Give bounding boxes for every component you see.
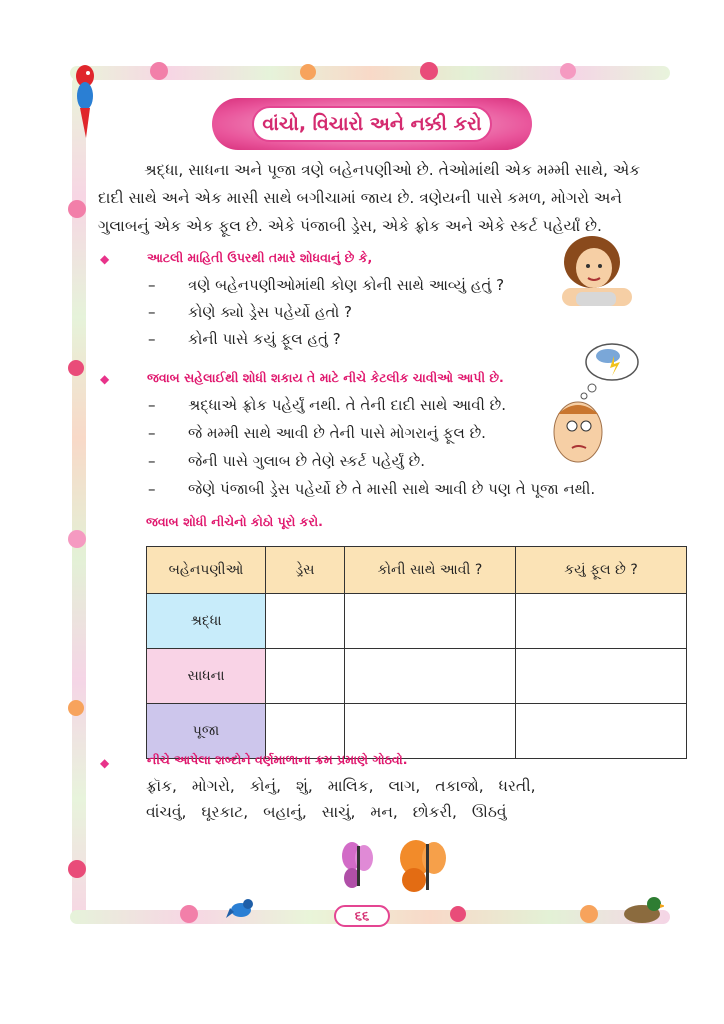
answer-table — [146, 546, 687, 759]
parrot-illustration — [72, 60, 98, 140]
section1-item-1: ત્રણે બહેનપણીઓમાંથી કોણ કોની સાથે આવ્યું હતું ? — [188, 276, 505, 294]
answer-cell[interactable] — [516, 594, 687, 649]
butterflies-illustration — [338, 836, 448, 896]
section2-heading: જવાબ સહેલાઈથી શોધી શકાય તે માટે નીચે કેટલીક ચાવીઓ આપી છે. — [147, 370, 504, 385]
dash-marker: – — [148, 330, 156, 348]
intro-line-3: ગુલાબનું એક એક ફૂલ છે. એકે પંજાબી ડ્રેસ, એકે ફ્રોક અને એકે સ્કર્ટ પહેર્યાં છે. — [98, 217, 602, 235]
title-banner — [212, 98, 532, 150]
word-list-line-2: વાંચવું, ઘૂરકાટ, બહાનું, સાચું, મન, છોકરી, ઊઠવું — [146, 803, 507, 821]
intro-line-1: શ્રદ્ધા, સાધના અને પૂજા ત્રણે બહેનપણીઓ છે. તેઓમાંથી એક મમ્મી સાથે, એક — [144, 161, 641, 179]
header-dress: ડ્રેસ — [266, 547, 345, 594]
bullet-diamond-icon: ◆ — [100, 756, 110, 770]
section2-item-3: જેની પાસે ગુલાબ છે તેણે સ્કર્ટ પહેર્યું છે. — [188, 452, 426, 470]
answer-cell[interactable] — [266, 594, 345, 649]
dash-marker: – — [148, 424, 156, 442]
section1-heading: આટલી માહિતી ઉપરથી તમારે શોધવાનું છે કે, — [147, 250, 373, 265]
row-name-pooja: પૂજા — [147, 704, 266, 759]
header-friends: બહેનપણીઓ — [147, 547, 266, 594]
page-number: ૬૬ — [334, 905, 390, 927]
answer-cell[interactable] — [516, 704, 687, 759]
header-flower: કયું ફૂલ છે ? — [516, 547, 687, 594]
thinking-girl-illustration — [548, 232, 640, 308]
dash-marker: – — [148, 276, 156, 294]
table-heading: જવાબ શોધી નીચેનો કોઠો પૂરો કરો. — [146, 514, 323, 529]
section2-item-4: જેણે પંજાબી ડ્રેસ પહેર્યો છે તે માસી સાથે આવી છે પણ તે પૂજા નથી. — [188, 480, 596, 498]
thinking-man-illustration — [548, 340, 648, 480]
dash-marker: – — [148, 303, 156, 321]
table-header-row — [147, 547, 687, 594]
section3-heading: નીચે આપેલા શબ્દોને વર્ણમાળાના ક્રમ પ્રમાણે ગોઠવો. — [147, 752, 408, 767]
answer-cell[interactable] — [345, 594, 516, 649]
blue-bird-illustration — [226, 894, 256, 924]
section2-item-1: શ્રદ્ધાએ ફ્રોક પહેર્યું નથી. તે તેની દાદી સાથે આવી છે. — [188, 396, 506, 414]
bullet-diamond-icon: ◆ — [100, 252, 110, 266]
row-name-shraddha: શ્રદ્ધા — [147, 594, 266, 649]
row-name-sadhana: સાધના — [147, 649, 266, 704]
duck-illustration — [620, 894, 664, 924]
section1-item-2: કોણે ક્યો ડ્રેસ પહેર્યો હતો ? — [188, 303, 352, 321]
section1-item-3: કોની પાસે કયું ફૂલ હતું ? — [188, 330, 341, 348]
answer-cell[interactable] — [345, 704, 516, 759]
intro-line-2: દાદી સાથે અને એક માસી સાથે બગીચામાં જાય છે. ત્રણેયની પાસે કમળ, મોગરો અને — [98, 189, 622, 207]
answer-cell[interactable] — [345, 649, 516, 704]
dash-marker: – — [148, 452, 156, 470]
table-row — [147, 649, 687, 704]
word-list-line-1: ફ્રૉક, મોગરો, કોનું, શું, માલિક, લાગ, તકાજો, ધરતી, — [146, 777, 536, 795]
dash-marker: – — [148, 396, 156, 414]
table-row — [147, 594, 687, 649]
dash-marker: – — [148, 480, 156, 498]
page-title: વાંચો, વિચારો અને નક્કી કરો — [252, 106, 492, 142]
answer-cell[interactable] — [266, 649, 345, 704]
answer-cell[interactable] — [516, 649, 687, 704]
bullet-diamond-icon: ◆ — [100, 372, 110, 386]
section2-item-2: જે મમ્મી સાથે આવી છે તેની પાસે મોગરાનું ફૂલ છે. — [188, 424, 486, 442]
table-row — [147, 704, 687, 759]
header-came-with: કોની સાથે આવી ? — [345, 547, 516, 594]
answer-cell[interactable] — [266, 704, 345, 759]
